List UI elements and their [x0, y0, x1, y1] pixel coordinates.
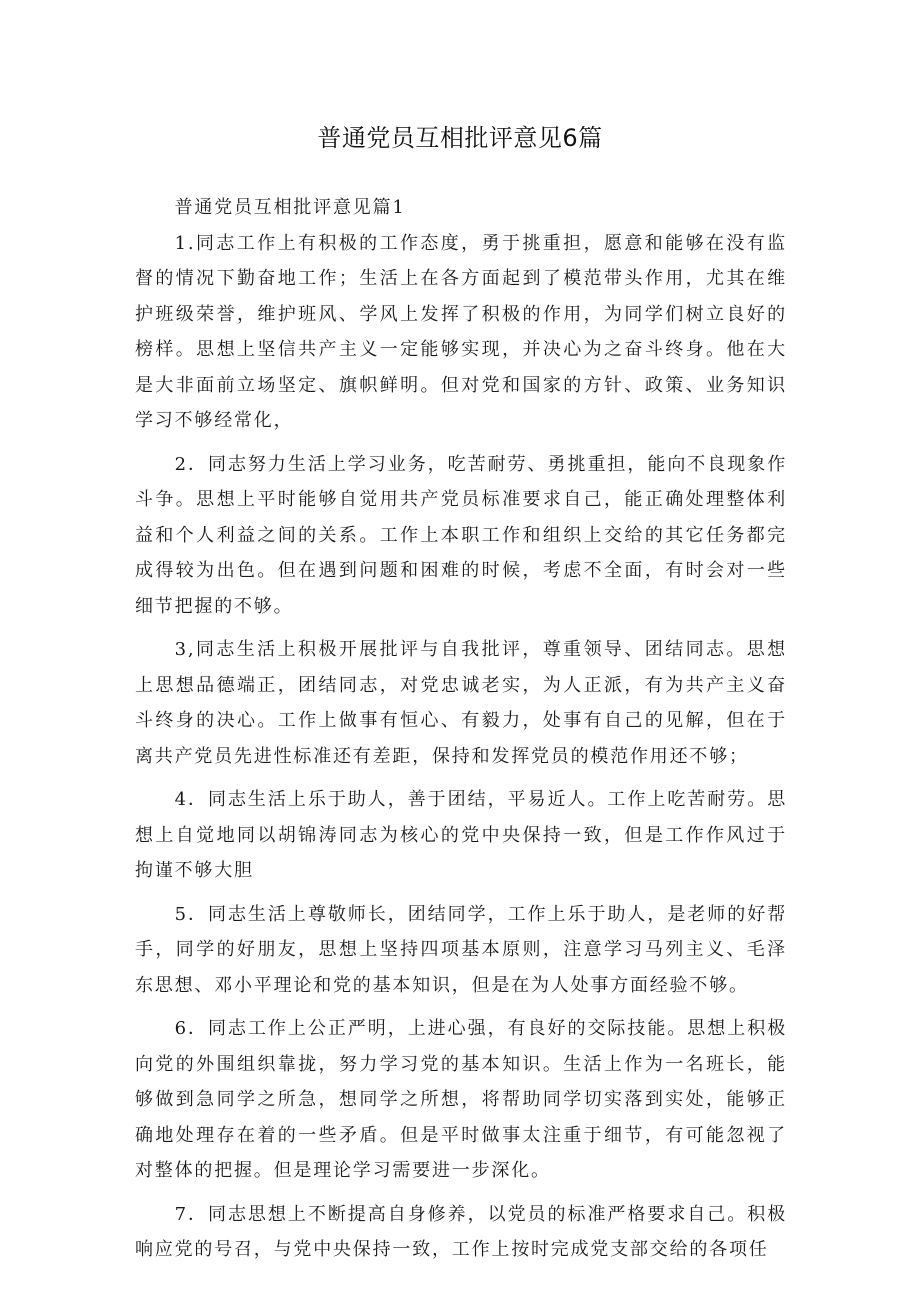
- document-body: [135, 190, 787, 1276]
- paragraph-4: 4．同志生活上乐于助人，善于团结，平易近人。工作上吃苦耐劳。思想上自觉地同以胡锦涛同志为核心的党中央保持一致，但是工作作风过于拘谨不够大胆: [135, 789, 787, 881]
- paragraph-6: 6．同志工作上公正严明，上进心强，有良好的交际技能。思想上积极向党的外围组织靠拢，努力学习党的基本知识。生活上作为一名班长，能够做到急同学之所急，想同学之所想，将帮助同学切实落到实处，能够正确地处理存在着的一些矛盾。但是平时做事太注重于细节，有可能忽视了对整体的把握。但是理论学习需要进一步深化。: [135, 1018, 787, 1181]
- paragraph-1: 1.同志工作上有积极的工作态度，勇于挑重担，愿意和能够在没有监督的情况下勤奋地工作；生活上在各方面起到了模范带头作用，尤其在维护班级荣誉，维护班风、学风上发挥了积极的作用，为同学们树立良好的榜样。思想上坚信共产主义一定能够实现，并决心为之奋斗终身。他在大是大非面前立场坚定、旗帜鲜明。但对党和国家的方针、政策、业务知识学习不够经常化，: [135, 232, 787, 431]
- section-heading: 普通党员互相批评意见篇1: [174, 197, 406, 218]
- document-title: 普通党员互相批评意见6篇: [317, 124, 603, 152]
- paragraph-2: 2．同志努力生活上学习业务，吃苦耐劳、勇挑重担，能向不良现象作斗争。思想上平时能够自觉用共产党员标准要求自己，能正确处理整体利益和个人利益之间的关系。工作上本职工作和组织上交给的其它任务都完成得较为出色。但在遇到问题和困难的时候，考虑不全面，有时会对一些细节把握的不够。: [135, 453, 787, 617]
- paragraph-3: 3,同志生活上积极开展批评与自我批评，尊重领导、团结同志。思想上思想品德端正，团结同志，对党忠诚老实，为人正派，有为共产主义奋斗终身的决心。工作上做事有恒心、有毅力，处事有自己的见解，但在于离共产党员先进性标准还有差距，保持和发挥党员的模范作用还不够；: [135, 639, 787, 767]
- paragraph-5: 5．同志生活上尊敬师长，团结同学，工作上乐于助人，是老师的好帮手，同学的好朋友，思想上坚持四项基本原则，注意学习马列主义、毛泽东思想、邓小平理论和党的基本知识，但是在为人处事方面经验不够。: [135, 903, 787, 996]
- paragraph-7: 7．同志思想上不断提高自身修养，以党员的标准严格要求自己。积极响应党的号召，与党中央保持一致，工作上按时完成党支部交给的各项任: [135, 1203, 787, 1260]
